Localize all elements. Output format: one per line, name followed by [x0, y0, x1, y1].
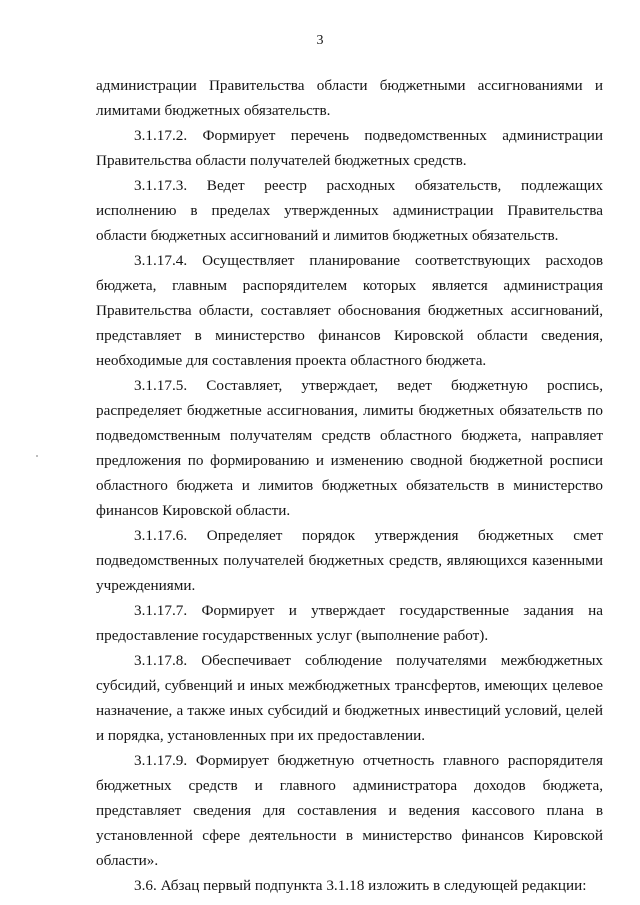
- paragraph-3-1-17-3: 3.1.17.3. Ведет реестр расходных обязательств, подлежащих исполнению в пределах утвержденных администрации Правительства области бюджетных ассигнований и лимитов бюджетных обязательств.: [96, 177, 603, 244]
- paragraph-continuation: администрации Правительства области бюджетными ассигнованиями и лимитами бюджетных обязательств.: [96, 77, 603, 119]
- document-body: [96, 73, 603, 898]
- paragraph-3-1-17-9: 3.1.17.9. Формирует бюджетную отчетность главного распорядителя бюджетных средств и главного администратора доходов бюджета, представляет сведения для составления и ведения кассового плана в установленной сфере деятельности в министерство финансов Кировской области».: [96, 752, 603, 869]
- paragraph-3-1-17-6: 3.1.17.6. Определяет порядок утверждения бюджетных смет подведомственных получателей бюджетных средств, являющихся казенными учреждениями.: [96, 527, 603, 594]
- paragraph-3-1-17-4: 3.1.17.4. Осуществляет планирование соответствующих расходов бюджета, главным распорядителем которых является администрация Правительства области, составляет обоснования бюджетных ассигнований, представляет в министерство финансов Кировской области сведения, необходимые для составления проекта областного бюджета.: [96, 252, 603, 369]
- paragraph-3-1-17-8: 3.1.17.8. Обеспечивает соблюдение получателями межбюджетных субсидий, субвенций и иных межбюджетных трансфертов, имеющих целевое назначение, а также иных субсидий и бюджетных инвестиций условий, целей и порядка, установленных при их предоставлении.: [96, 652, 603, 744]
- paragraph-3-1-17-2: 3.1.17.2. Формирует перечень подведомственных администрации Правительства области получателей бюджетных средств.: [96, 127, 603, 169]
- paragraph-3-1-17-7: 3.1.17.7. Формирует и утверждает государственные задания на предоставление государственных услуг (выполнение работ).: [96, 602, 603, 644]
- paragraph-3-6: 3.6. Абзац первый подпункта 3.1.18 изложить в следующей редакции:: [134, 877, 587, 894]
- page-number: 3: [316, 33, 324, 48]
- paragraph-3-1-17-5: 3.1.17.5. Составляет, утверждает, ведет бюджетную роспись, распределяет бюджетные ассигнования, лимиты бюджетных обязательств по подведомственным получателям средств областного бюджета, направляет предложения по формированию и изменению сводной бюджетной росписи областного бюджета и лимитов бюджетных обязательств в министерство финансов Кировской области.: [96, 377, 603, 519]
- margin-mark: [36, 455, 38, 457]
